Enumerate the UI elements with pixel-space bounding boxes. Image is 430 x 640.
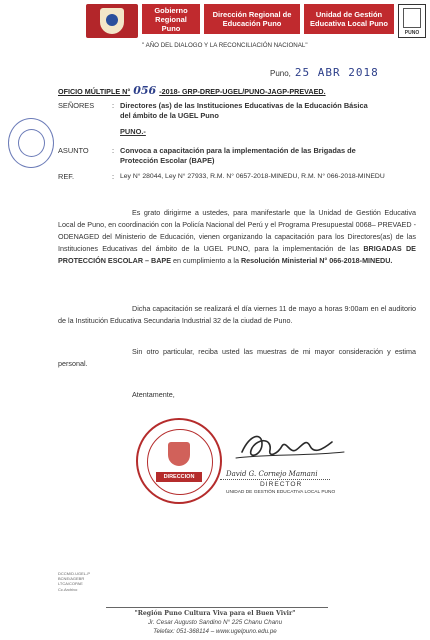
year-motto: " AÑO DEL DIALOGO Y LA RECONCILIACIÓN NACIONAL" [142, 42, 308, 49]
initials-line: Cc.Archivo [58, 586, 78, 592]
footer-contact: Telefax: 051-368114 – www.ugelpuno.edu.pe [153, 628, 277, 635]
body-p1-connector: en cumplimiento a la [171, 256, 241, 265]
asunto-value [120, 146, 356, 165]
ref-label: REF. [58, 172, 75, 181]
body-p1-brigadas: BRIGADAS DE PROTECCIÓN ESCOLAR – BAPE [58, 244, 416, 265]
ref-value: Ley N° 28044, Ley N° 27933, R.M. N° 0657-2018-MINEDU, R.M. N° 066-2018-MINEDU [120, 173, 385, 180]
seal-ring-icon [18, 129, 45, 157]
gobierno-regional-logo [86, 4, 138, 38]
oficio-prefix: OFICIO MÚLTIPLE N° [58, 87, 131, 96]
signature-line [220, 479, 330, 480]
reference-initials [58, 571, 90, 592]
senores-colon: : [112, 101, 115, 110]
place-line: PUNO.- [120, 127, 146, 136]
header-gobierno-regional: Gobierno Regional Puno [142, 4, 200, 34]
date-line [270, 66, 379, 79]
ref-colon: : [112, 172, 115, 181]
senores-line-1: Directores (as) de las Instituciones Educativas de la Educación Básica [120, 101, 368, 110]
signatory-role: DIRECTOR [260, 481, 303, 488]
body-paragraph-2: Dicha capacitación se realizará el día viernes 11 de mayo a horas 9:00am en el auditorio de la Institución Educativa Secundaria Industrial 32 de la ciudad de Puno. [58, 304, 416, 325]
seal-band-label: DIRECCION [156, 472, 202, 482]
signatory-name: David G. Cornejo Mamani [226, 470, 318, 478]
asunto-line-2: Protección Escolar (BAPE) [120, 155, 215, 165]
handwritten-signature [228, 424, 348, 470]
body-p1-text: Es grato dirigirme a ustedes, para manifestarle que la Unidad de Gestión Educativa Local de Puno, en coordinación con la Policía Nacional del Perú y el Programa Presupuestal 0068– PREVAED - ODENAGED del Ministerio de Educación, vienen organizando la capacitación para los Directores(as) de las Instituciones Educativas del ámbito de la UGEL PUNO, para la implementación de las [58, 208, 416, 253]
side-seal-stamp [8, 118, 54, 168]
header-direccion-regional: Dirección Regional de Educación Puno [204, 4, 300, 34]
oficio-handwritten-number: 056 [133, 84, 157, 97]
ugel-puno-logo [398, 4, 426, 38]
official-seal-stamp [136, 418, 222, 504]
shield-icon [100, 8, 124, 34]
body-paragraph-1 [58, 207, 416, 267]
asunto-line-1: Convoca a capacitación para la implementación de las Brigadas de [120, 146, 356, 155]
asunto-colon: : [112, 146, 115, 155]
signatory-organization: UNIDAD DE GESTIÓN EDUCATIVA LOCAL PUNO [226, 490, 336, 495]
footer-address: Jr. Cesar Augusto Sandino N° 225 Chanu Chanu [147, 619, 283, 626]
ugel-emblem-icon [403, 8, 421, 28]
initials-line: LTCA/COPAE [58, 581, 83, 587]
footer-slogan: "Región Puno Cultura Viva para el Buen Vivir" [134, 610, 296, 617]
body-paragraph-3: Sin otro particular, reciba usted las muestras de mi mayor consideración y estima personal. [58, 347, 416, 368]
ugel-logo-label: PUNO [404, 30, 420, 36]
asunto-label: ASUNTO [58, 146, 89, 155]
closing-line: Atentamente, [132, 390, 175, 399]
body-p1-resolucion: Resolución Ministerial N° 066-2018-MINEDU. [240, 256, 393, 265]
senores-value [120, 101, 368, 120]
date-stamp: 25 ABR 2018 [294, 66, 379, 79]
senores-label: SEÑORES [58, 101, 95, 110]
coat-of-arms-icon [168, 442, 190, 466]
initials-line: BCNE/AGEBR [58, 576, 85, 582]
oficio-suffix: -2018- GRP-DREP-UGEL/PUNO-JAGP-PREVAED. [159, 87, 326, 96]
senores-line-2: del ámbito de la UGEL Puno [120, 110, 219, 120]
header-ugel: Unidad de Gestión Educativa Local Puno [304, 4, 394, 34]
footer-divider [106, 607, 328, 608]
initials-line: DCCM/D.UGEL-P [58, 571, 91, 576]
date-city: Puno, [270, 69, 291, 78]
oficio-number-line [58, 84, 326, 97]
